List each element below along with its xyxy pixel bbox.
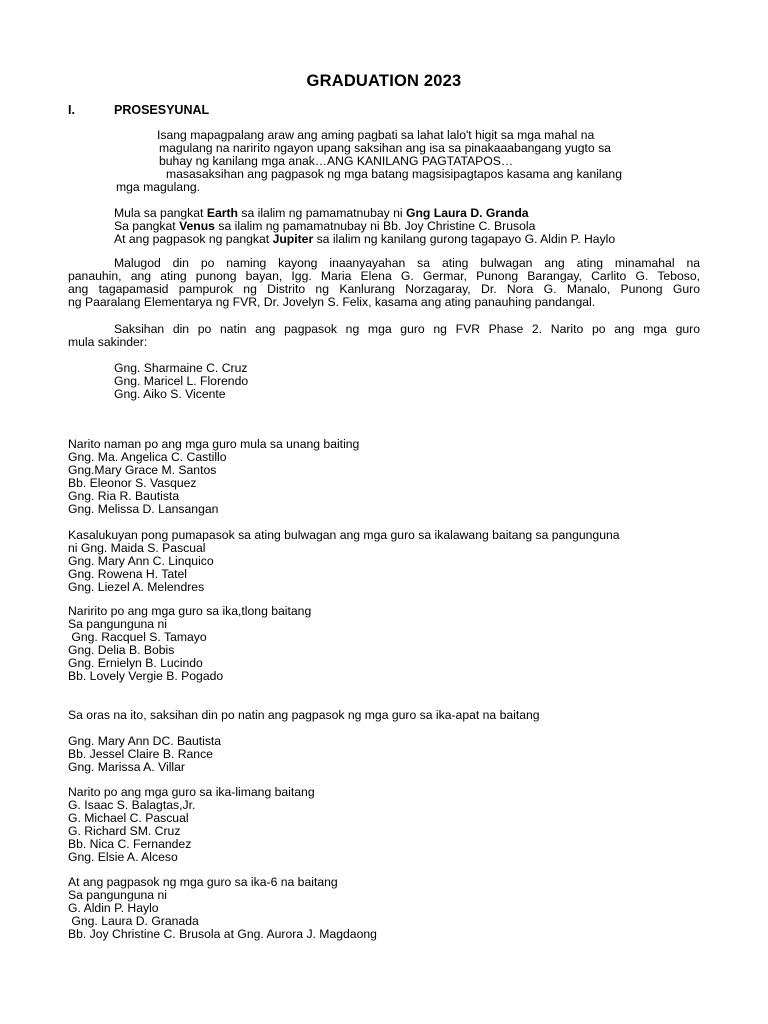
document-title: GRADUATION 2023 — [306, 72, 462, 90]
group-jupiter-mid: sa ilalim ng kanilang gurong tagapayo G. Aldin P. Haylo — [313, 232, 616, 246]
kinder-intro-line: Saksihan din po natin ang pagpasok ng mga guro ng FVR Phase 2. Narito po ang mga guro — [114, 322, 700, 336]
grade5-line: G. Michael C. Pascual — [68, 811, 189, 825]
kinder-teacher: Gng. Sharmaine C. Cruz — [114, 361, 248, 375]
intro-line: Isang mapagpalang araw ang aming pagbati sa lahat lalo't higit sa mga mahal na — [157, 128, 595, 142]
group-earth-pre: Mula sa pangkat — [114, 206, 207, 220]
section-title: PROSESYUNAL — [114, 103, 210, 117]
grade2-line: ni Gng. Maida S. Pascual — [68, 541, 206, 555]
grade4-line: Sa oras na ito, saksihan din po natin ang pagpasok ng mga guro sa ika-apat na baitang — [68, 708, 540, 722]
grade1-line: Gng. Ma. Angelica C. Castillo — [68, 450, 227, 464]
section-number: I. — [68, 103, 75, 117]
group-earth-name: Earth — [206, 206, 238, 220]
group-venus-pre: Sa pangkat — [114, 219, 180, 233]
grade1-line: Bb. Eleonor S. Vasquez — [68, 476, 197, 490]
grade4-line: Gng. Marissa A. Villar — [68, 760, 185, 774]
grade6-line: Sa pangunguna ni — [68, 888, 167, 902]
grade3-line: Gng. Ernielyn B. Lucindo — [68, 656, 203, 670]
welcome-line: ng Paaralang Elementarya ng FVR, Dr. Jovelyn S. Felix, kasama ang ating panauhing pandangal. — [68, 295, 596, 309]
grade2-line: Gng. Mary Ann C. Linquico — [68, 554, 214, 568]
grade6-line: At ang pagpasok ng mga guro sa ika-6 na baitang — [68, 875, 338, 889]
grade2-line: Kasalukuyan pong pumapasok sa ating bulwagan ang mga guro sa ikalawang baitang sa pangunguna — [68, 528, 620, 542]
grade1-line: Gng. Melissa D. Lansangan — [68, 502, 219, 516]
kinder-teacher: Gng. Aiko S. Vicente — [114, 387, 226, 401]
grade6-line: Bb. Joy Christine C. Brusola at Gng. Aurora J. Magdaong — [68, 927, 377, 941]
group-venus-mid: sa ilalim ng pamamatnubay ni Bb. Joy Christine C. Brusola — [214, 219, 536, 233]
grade3-line: Gng. Delia B. Bobis — [68, 643, 175, 657]
grade3-line: Bb. Lovely Vergie B. Pogado — [68, 669, 224, 683]
grade6-line: G. Aldin P. Haylo — [68, 901, 159, 915]
group-venus-name: Venus — [179, 219, 215, 233]
group-earth-adviser: Gng Laura D. Granda — [406, 206, 529, 220]
grade3-line: Sa pangunguna ni — [68, 617, 167, 631]
grade3-line: Naririto po ang mga guro sa ika,tlong baitang — [68, 604, 312, 618]
group-jupiter-pre: At ang pagpasok ng pangkat — [114, 232, 273, 246]
intro-line: magulang na naririto ngayon upang saksihan ang isa sa pinakaaabangang yugto sa — [159, 141, 611, 155]
grade5-line: G. Isaac S. Balagtas,Jr. — [68, 798, 196, 812]
welcome-line: panauhin, ang ating punong bayan, Igg. Maria Elena G. Germar, Punong Barangay, Carlito G. Teboso, — [68, 269, 700, 283]
welcome-line: Malugod din po naming kayong inaanyayahan sa ating bulwagan ang ating minamahal na — [114, 256, 700, 270]
grade5-line: G. Richard SM. Cruz — [68, 824, 181, 838]
grade5-line: Bb. Nica C. Fernandez — [68, 837, 192, 851]
grade1-line: Gng. Ria R. Bautista — [68, 489, 180, 503]
grade4-line: Gng. Mary Ann DC. Bautista — [68, 734, 222, 748]
grade1-line: Gng.Mary Grace M. Santos — [68, 463, 217, 477]
kinder-teacher: Gng. Maricel L. Florendo — [114, 374, 249, 388]
welcome-line: ang tagapamasid pampurok ng Distrito ng Kanlurang Norzagaray, Dr. Nora G. Manalo, Punong Guro — [68, 282, 700, 296]
grade2-line: Gng. Rowena H. Tatel — [68, 567, 188, 581]
group-earth-mid: sa ilalim ng pamamatnubay ni — [237, 206, 406, 220]
intro-line: masasaksihan ang pagpasok ng mga batang magsisipagtapos kasama ang kanilang — [166, 167, 622, 181]
group-jupiter-name: Jupiter — [272, 232, 314, 246]
intro-line: buhay ng kanilang mga anak…ANG KANILANG PAGTATAPOS… — [159, 154, 514, 168]
grade2-line: Gng. Liezel A. Melendres — [68, 580, 205, 594]
grade3-line: Gng. Racquel S. Tamayo — [68, 630, 207, 644]
group-jupiter-line — [114, 233, 746, 246]
kinder-intro-line: mula sakinder: — [68, 335, 148, 349]
grade1-line: Narito naman po ang mga guro mula sa unang baiting — [68, 437, 360, 451]
intro-line: mga magulang. — [116, 180, 201, 194]
grade5-line: Narito po ang mga guro sa ika-limang baitang — [68, 785, 315, 799]
section-heading — [68, 103, 368, 117]
grade5-line: Gng. Elsie A. Alceso — [68, 850, 178, 864]
grade4-line: Bb. Jessel Claire B. Rance — [68, 747, 213, 761]
grade6-line: Gng. Laura D. Granada — [68, 914, 199, 928]
